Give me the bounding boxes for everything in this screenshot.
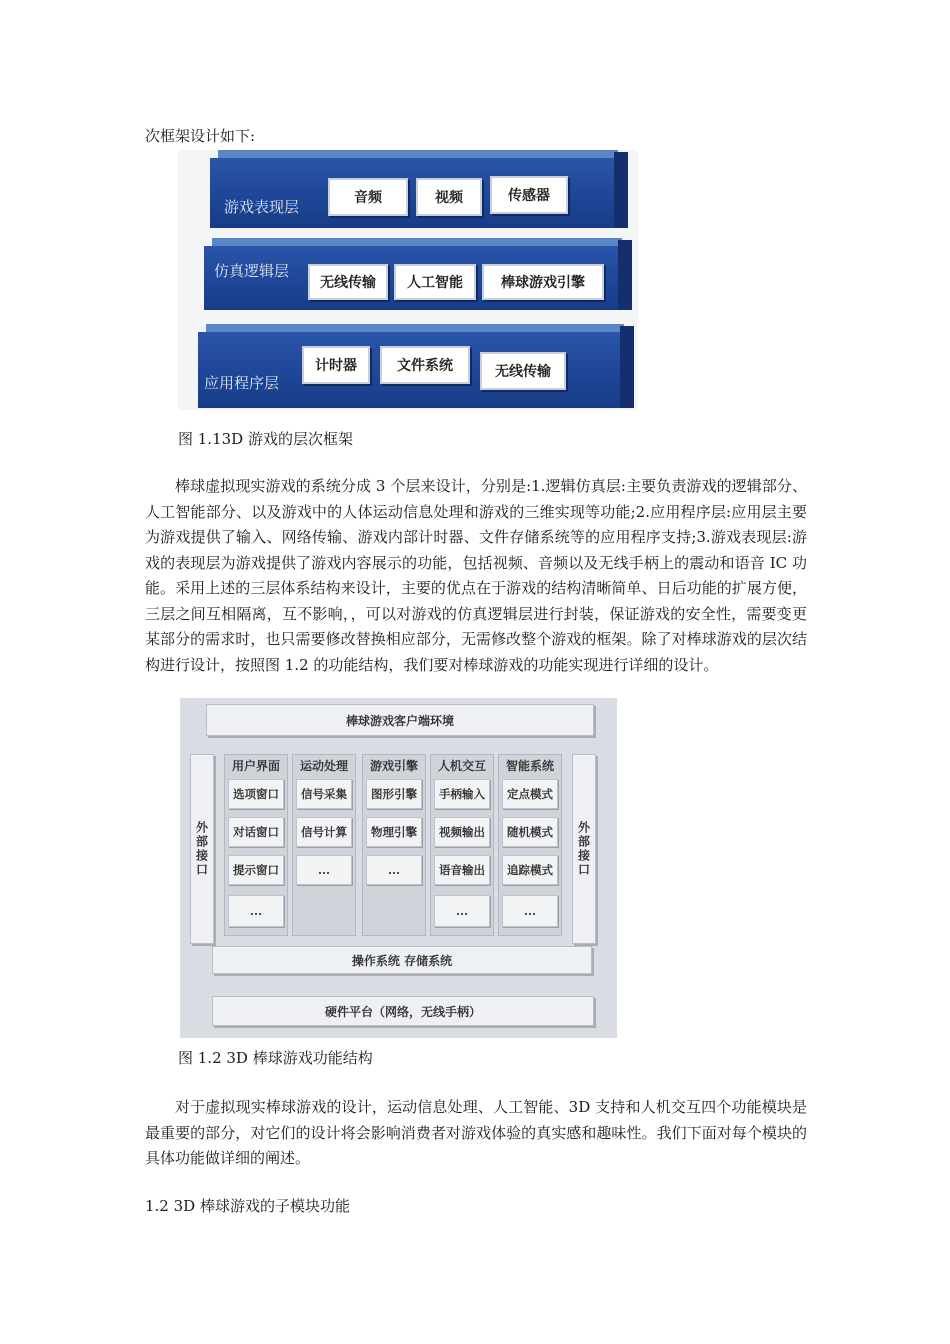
module-box: 文件系统 [380, 346, 470, 384]
function-column [498, 754, 562, 936]
layer-framework-figure [178, 150, 638, 410]
os-storage-bar: 操作系统 存储系统 [212, 946, 592, 974]
body-paragraph-2: 对于虚拟现实棒球游戏的设计，运动信息处理、人工智能、3D 支持和人机交互四个功能模块是最重要的部分，对它们的设计将会影响消费者对游戏体验的真实感和趣味性。我们下面对每个模块的具体功能做详细的阐述。 [145, 1098, 807, 1167]
function-cell: 视频输出 [434, 817, 490, 847]
module-box: 无线传输 [308, 264, 388, 300]
function-cell: 追踪模式 [502, 855, 558, 885]
client-environment-bar: 棒球游戏客户端环境 [206, 704, 594, 736]
body-paragraph-1: 棒球虚拟现实游戏的系统分成 3 个层来设计，分别是:1.逻辑仿真层:主要负责游戏的逻辑部分、人工智能部分、以及游戏中的人体运动信息处理和游戏的三维实现等功能;2.应用程序层:应用层主要为游戏提供了输入、网络传输、游戏内部计时器、文件存储系统等的应用程序支持;3.游戏表现层:游戏的表现层为游戏提供了游戏内容展示的功能，包括视频、音频以及无线手柄上的震动和语音 IC 功能。采用上述的三层体系结构来设计，主要的优点在于游戏的结构清晰简单、日后功能的扩展方便，三层之间互相隔离，互不影响，，可以对游戏的仿真逻辑层进行封装，保证游戏的安全性，需要变更某部分的需求时，也只需要修改替换相应部分，无需修改整个游戏的框架。除了对棒球游戏的层次结构进行设计，按照图 1.2 的功能结构，我们要对棒球游戏的功能实现进行详细的设计。 [145, 477, 807, 674]
function-column [292, 754, 356, 936]
function-cell: ... [366, 855, 422, 885]
presentation-layer [210, 150, 630, 232]
module-box: 无线传输 [480, 352, 566, 390]
module-box: 音频 [328, 178, 408, 216]
layer-label: 应用程序层 [204, 374, 280, 392]
left-interface-label: 外部接口 [194, 821, 209, 877]
right-interface-column [572, 754, 596, 944]
functional-structure-figure [180, 698, 617, 1038]
function-cell: 选项窗口 [228, 779, 284, 809]
function-cell: 信号计算 [296, 817, 352, 847]
module-box: 视频 [416, 178, 482, 216]
layer-label: 游戏表现层 [224, 198, 300, 216]
figure1-caption: 图 1.13D 游戏的层次框架 [178, 430, 353, 448]
column-title: 用户界面 [231, 759, 280, 773]
function-column [224, 754, 288, 936]
function-column [430, 754, 494, 936]
function-cell: 定点模式 [502, 779, 558, 809]
function-cell: 物理引擎 [366, 817, 422, 847]
function-cell: ... [434, 895, 490, 927]
column-title: 运动处理 [299, 759, 348, 773]
function-cell: 手柄输入 [434, 779, 490, 809]
function-column [362, 754, 426, 936]
function-cell: 图形引擎 [366, 779, 422, 809]
left-interface-column [190, 754, 214, 944]
function-cell: 提示窗口 [228, 855, 284, 885]
module-box: 棒球游戏引擎 [482, 264, 604, 300]
column-title: 游戏引擎 [369, 759, 418, 773]
function-cell: 对话窗口 [228, 817, 284, 847]
figure2-caption: 图 1.2 3D 棒球游戏功能结构 [178, 1049, 373, 1067]
layer-label: 仿真逻辑层 [214, 262, 290, 280]
column-title: 智能系统 [505, 759, 554, 773]
right-interface-label: 外部接口 [576, 821, 591, 877]
column-title: 人机交互 [437, 759, 486, 773]
application-layer [198, 324, 638, 408]
function-cell: 信号采集 [296, 779, 352, 809]
module-box: 计时器 [302, 346, 370, 384]
function-cell: ... [296, 855, 352, 885]
intro-line: 次框架设计如下: [145, 127, 256, 145]
module-box: 人工智能 [394, 264, 476, 300]
function-cell: ... [502, 895, 558, 927]
section-heading: 1.2 3D 棒球游戏的子模块功能 [145, 1197, 350, 1215]
simulation-logic-layer [204, 238, 636, 314]
function-cell: ... [228, 895, 284, 927]
function-cell: 语音输出 [434, 855, 490, 885]
hardware-platform-bar: 硬件平台（网络，无线手柄） [212, 996, 594, 1026]
module-box: 传感器 [490, 176, 568, 214]
function-cell: 随机模式 [502, 817, 558, 847]
